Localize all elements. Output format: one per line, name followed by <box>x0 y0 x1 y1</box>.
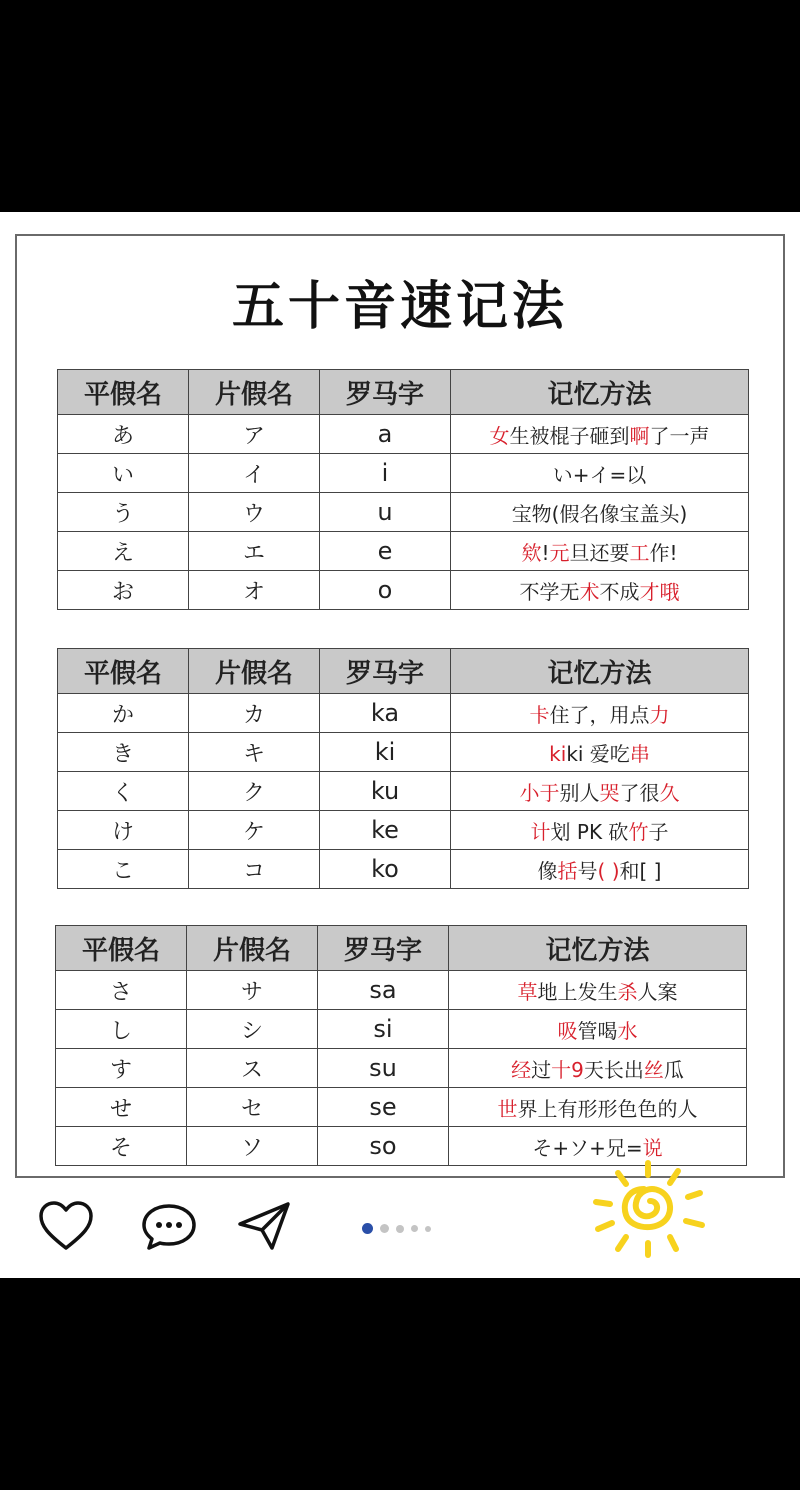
table-row <box>56 971 747 1010</box>
highlight-text: 草 <box>517 979 538 1004</box>
highlight-text: 元 <box>549 540 570 565</box>
memo-text: 了一声 <box>649 423 710 448</box>
table-row <box>58 571 749 610</box>
highlight-text: 说 <box>642 1135 663 1160</box>
highlight-text: 吸 <box>557 1018 578 1043</box>
romaji-cell: i <box>320 454 451 493</box>
memo-text: 号 <box>577 858 598 883</box>
highlight-text: 丝 <box>643 1057 664 1082</box>
header-katakana: 片假名 <box>189 649 320 694</box>
table-row <box>58 850 749 889</box>
katakana-cell: カ <box>189 694 320 733</box>
table-row <box>56 1088 747 1127</box>
kana-table-ka-row <box>57 648 749 889</box>
romaji-cell: se <box>318 1088 449 1127</box>
heart-icon <box>38 1200 94 1252</box>
katakana-cell: ア <box>189 415 320 454</box>
memo-text: 住了，用点 <box>549 702 650 727</box>
memo-text: 人案 <box>637 979 678 1004</box>
sun-sticker <box>588 1157 708 1267</box>
highlight-text: 女 <box>489 423 510 448</box>
table-row <box>58 772 749 811</box>
memo-text: ! <box>541 540 550 565</box>
table-row <box>56 1049 747 1088</box>
highlight-text: 竹 <box>628 819 649 844</box>
memo-text: 生被棍子砸到 <box>509 423 630 448</box>
bottom-black-bar <box>0 1278 800 1490</box>
memo-text: 天长出 <box>583 1057 644 1082</box>
table-row <box>58 532 749 571</box>
memo-text: 界上有形形色色的人 <box>517 1096 698 1121</box>
carousel-dot[interactable] <box>396 1225 404 1233</box>
highlight-text: 水 <box>617 1018 638 1043</box>
romaji-cell: o <box>320 571 451 610</box>
memory-method-cell <box>451 850 749 889</box>
memory-method-cell <box>451 811 749 850</box>
memo-text: ki 爱吃 <box>566 741 630 766</box>
hiragana-cell: さ <box>56 971 187 1010</box>
highlight-text: 欸 <box>521 540 542 565</box>
romaji-cell: ku <box>320 772 451 811</box>
memory-method-cell <box>451 694 749 733</box>
katakana-cell: ス <box>187 1049 318 1088</box>
highlight-text: 术 <box>579 579 600 604</box>
table-row <box>58 415 749 454</box>
post-content <box>0 212 800 1278</box>
highlight-text: 杀 <box>617 979 638 1004</box>
page-title: 五十音速记法 <box>231 277 568 337</box>
katakana-cell: シ <box>187 1010 318 1049</box>
memo-text: 地上发生 <box>537 979 618 1004</box>
memory-method-cell <box>449 1010 747 1049</box>
romaji-cell: a <box>320 415 451 454</box>
memory-method-cell <box>449 1049 747 1088</box>
hiragana-cell: そ <box>56 1127 187 1166</box>
highlight-text: 卡 <box>529 702 550 727</box>
header-hiragana: 平假名 <box>58 649 189 694</box>
memory-method-cell <box>451 454 749 493</box>
katakana-cell: キ <box>189 733 320 772</box>
highlight-text: 哭 <box>599 780 620 805</box>
memory-method-cell <box>451 571 749 610</box>
comment-button[interactable] <box>140 1202 198 1256</box>
highlight-text: 世 <box>497 1096 518 1121</box>
romaji-cell: e <box>320 532 451 571</box>
highlight-text: 串 <box>629 741 650 766</box>
hiragana-cell: し <box>56 1010 187 1049</box>
katakana-cell: イ <box>189 454 320 493</box>
table-row <box>58 694 749 733</box>
highlight-text: 工 <box>629 540 650 565</box>
comment-icon <box>140 1202 198 1252</box>
hiragana-cell: う <box>58 493 189 532</box>
katakana-cell: ソ <box>187 1127 318 1166</box>
hiragana-cell: か <box>58 694 189 733</box>
memory-method-cell <box>451 415 749 454</box>
hiragana-cell: あ <box>58 415 189 454</box>
memo-text: 作! <box>649 540 678 565</box>
memo-text: 过 <box>531 1057 552 1082</box>
carousel-dot[interactable] <box>425 1226 431 1232</box>
header-memory-method: 记忆方法 <box>451 649 749 694</box>
table-row <box>58 811 749 850</box>
romaji-cell: so <box>318 1127 449 1166</box>
katakana-cell: セ <box>187 1088 318 1127</box>
memo-text: 子 <box>648 819 669 844</box>
highlight-text: 小于 <box>519 780 560 805</box>
memo-text: 旦还要 <box>569 540 630 565</box>
header-memory-method: 记忆方法 <box>451 370 749 415</box>
hiragana-cell: お <box>58 571 189 610</box>
hiragana-cell: け <box>58 811 189 850</box>
memo-text: い+イ=以 <box>552 462 647 487</box>
hiragana-cell: こ <box>58 850 189 889</box>
table-header-row <box>58 649 749 694</box>
katakana-cell: エ <box>189 532 320 571</box>
header-hiragana: 平假名 <box>56 926 187 971</box>
table-row <box>56 1010 747 1049</box>
memo-text: 宝物(假名像宝盖头) <box>511 501 688 526</box>
kana-table-sa-row <box>55 925 747 1166</box>
highlight-text: 经 <box>511 1057 532 1082</box>
carousel-dot[interactable] <box>411 1225 418 1232</box>
header-katakana: 片假名 <box>189 370 320 415</box>
katakana-cell: ク <box>189 772 320 811</box>
memo-text: 了很 <box>619 780 660 805</box>
romaji-cell: u <box>320 493 451 532</box>
highlight-text: 才哦 <box>639 579 680 604</box>
table-row <box>58 733 749 772</box>
romaji-cell: ki <box>320 733 451 772</box>
memo-text: 瓜 <box>663 1057 684 1082</box>
hiragana-cell: え <box>58 532 189 571</box>
katakana-cell: ケ <box>189 811 320 850</box>
header-romaji: 罗马字 <box>318 926 449 971</box>
header-romaji: 罗马字 <box>320 370 451 415</box>
header-hiragana: 平假名 <box>58 370 189 415</box>
highlight-text: ki <box>549 741 567 766</box>
header-romaji: 罗马字 <box>320 649 451 694</box>
memory-method-cell <box>451 532 749 571</box>
memo-text: 不成 <box>599 579 640 604</box>
hiragana-cell: す <box>56 1049 187 1088</box>
table-header-row <box>56 926 747 971</box>
highlight-text: 力 <box>649 702 670 727</box>
header-memory-method: 记忆方法 <box>449 926 747 971</box>
memo-text: 别人 <box>559 780 600 805</box>
carousel-indicator <box>362 1218 438 1230</box>
image-card <box>15 234 785 1178</box>
romaji-cell: ka <box>320 694 451 733</box>
memo-text: 像 <box>537 858 558 883</box>
katakana-cell: オ <box>189 571 320 610</box>
carousel-dot[interactable] <box>380 1224 389 1233</box>
romaji-cell: sa <box>318 971 449 1010</box>
memo-text: そ+ソ+兄= <box>532 1135 643 1160</box>
memo-text: 和[ ] <box>619 858 662 883</box>
top-black-bar <box>0 0 800 212</box>
memory-method-cell <box>449 971 747 1010</box>
hiragana-cell: く <box>58 772 189 811</box>
kana-table-a-row <box>57 369 749 610</box>
highlight-text: ( ) <box>597 858 620 883</box>
memory-method-cell <box>451 733 749 772</box>
highlight-text: 十9 <box>551 1057 584 1082</box>
katakana-cell: コ <box>189 850 320 889</box>
memo-text: 管喝 <box>577 1018 618 1043</box>
romaji-cell: ke <box>320 811 451 850</box>
table-header-row <box>58 370 749 415</box>
like-button[interactable] <box>38 1200 94 1256</box>
highlight-text: 计 <box>530 819 551 844</box>
memory-method-cell <box>451 772 749 811</box>
romaji-cell: si <box>318 1010 449 1049</box>
katakana-cell: サ <box>187 971 318 1010</box>
romaji-cell: ko <box>320 850 451 889</box>
romaji-cell: su <box>318 1049 449 1088</box>
memo-text: 划 PK 砍 <box>550 819 629 844</box>
memory-method-cell <box>451 493 749 532</box>
highlight-text: 啊 <box>629 423 650 448</box>
highlight-text: 久 <box>659 780 680 805</box>
table-row <box>58 493 749 532</box>
hiragana-cell: き <box>58 733 189 772</box>
paper-plane-icon <box>236 1200 294 1252</box>
katakana-cell: ウ <box>189 493 320 532</box>
memory-method-cell <box>449 1088 747 1127</box>
share-button[interactable] <box>236 1200 294 1256</box>
memo-text: 不学无 <box>519 579 580 604</box>
carousel-dot[interactable] <box>362 1223 373 1234</box>
post-action-bar <box>0 1192 800 1262</box>
table-row <box>58 454 749 493</box>
hiragana-cell: せ <box>56 1088 187 1127</box>
hiragana-cell: い <box>58 454 189 493</box>
header-katakana: 片假名 <box>187 926 318 971</box>
highlight-text: 括 <box>557 858 578 883</box>
